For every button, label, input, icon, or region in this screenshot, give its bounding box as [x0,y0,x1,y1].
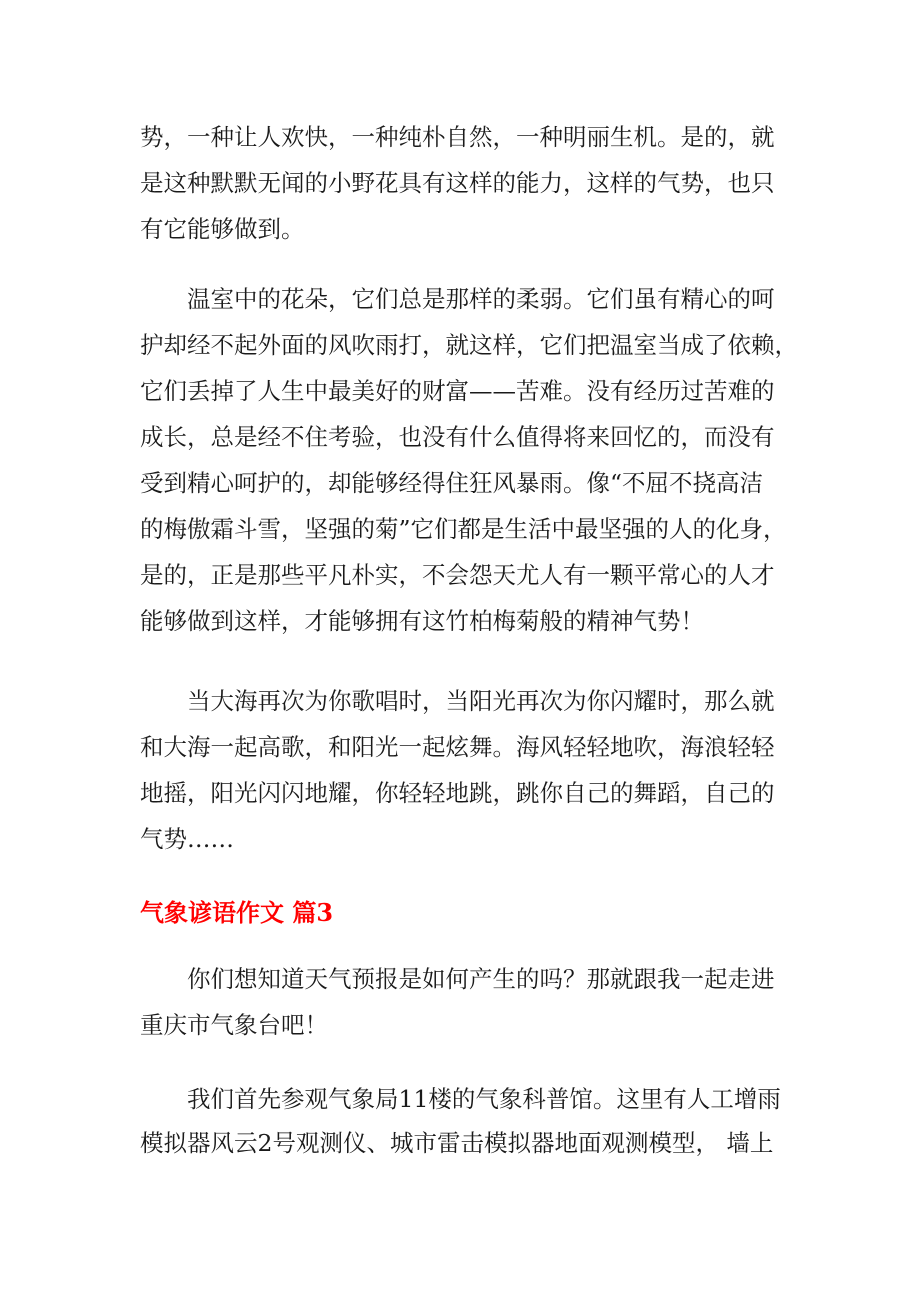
paragraph-3-line-4: 气势…… [140,825,234,853]
paragraph-2-line-2: 护却经不起外面的风吹雨打，就这样，它们把温室当成了依赖， [140,331,798,359]
section-paragraph-2-line-2: 模拟器风云2号观测仪、城市雷击模拟器地面观测模型， 墙上 [140,1129,774,1157]
section-paragraph-1-line-1: 你们想知道天气预报是如何产生的吗？那就跟我一起走进 [187,965,775,993]
paragraph-2-line-4: 成长，总是经不住考验，也没有什么值得将来回忆的，而没有 [140,423,775,451]
paragraph-2-line-3: 它们丢掉了人生中最美好的财富——苦难。没有经历过苦难的 [140,377,775,405]
paragraph-3-line-2: 和大海一起高歌，和阳光一起炫舞。海风轻轻地吹，海浪轻轻 [140,733,775,761]
paragraph-1-line-1: 势，一种让人欢快，一种纯朴自然，一种明丽生机。是的，就 [140,123,775,151]
paragraph-3-line-1: 当大海再次为你歌唱时，当阳光再次为你闪耀时，那么就 [187,687,775,715]
paragraph-1-line-3: 有它能够做到。 [140,215,305,243]
section-paragraph-2-line-1: 我们首先参观气象局11楼的气象科普馆。这里有人工增雨 [187,1085,781,1113]
paragraph-3-line-3: 地摇，阳光闪闪地耀，你轻轻地跳，跳你自己的舞蹈，自己的 [140,779,775,807]
section-heading: 气象谚语作文 篇3 [140,898,334,927]
paragraph-2-line-8: 能够做到这样，才能够拥有这竹柏梅菊般的精神气势！ [140,607,704,635]
paragraph-2-line-5: 受到精心呵护的，却能够经得住狂风暴雨。像“不屈不挠高洁 [140,469,764,497]
paragraph-2-line-1: 温室中的花朵，它们总是那样的柔弱。它们虽有精心的呵 [187,285,775,313]
paragraph-2-line-6: 的梅傲霜斗雪，坚强的菊”它们都是生活中最坚强的人的化身， [140,515,787,543]
paragraph-2-line-7: 是的，正是那些平凡朴实，不会怨天尤人有一颗平常心的人才 [140,561,775,589]
section-paragraph-1-line-2: 重庆市气象台吧！ [140,1011,328,1039]
paragraph-1-line-2: 是这种默默无闻的小野花具有这样的能力，这样的气势，也只 [140,169,775,197]
